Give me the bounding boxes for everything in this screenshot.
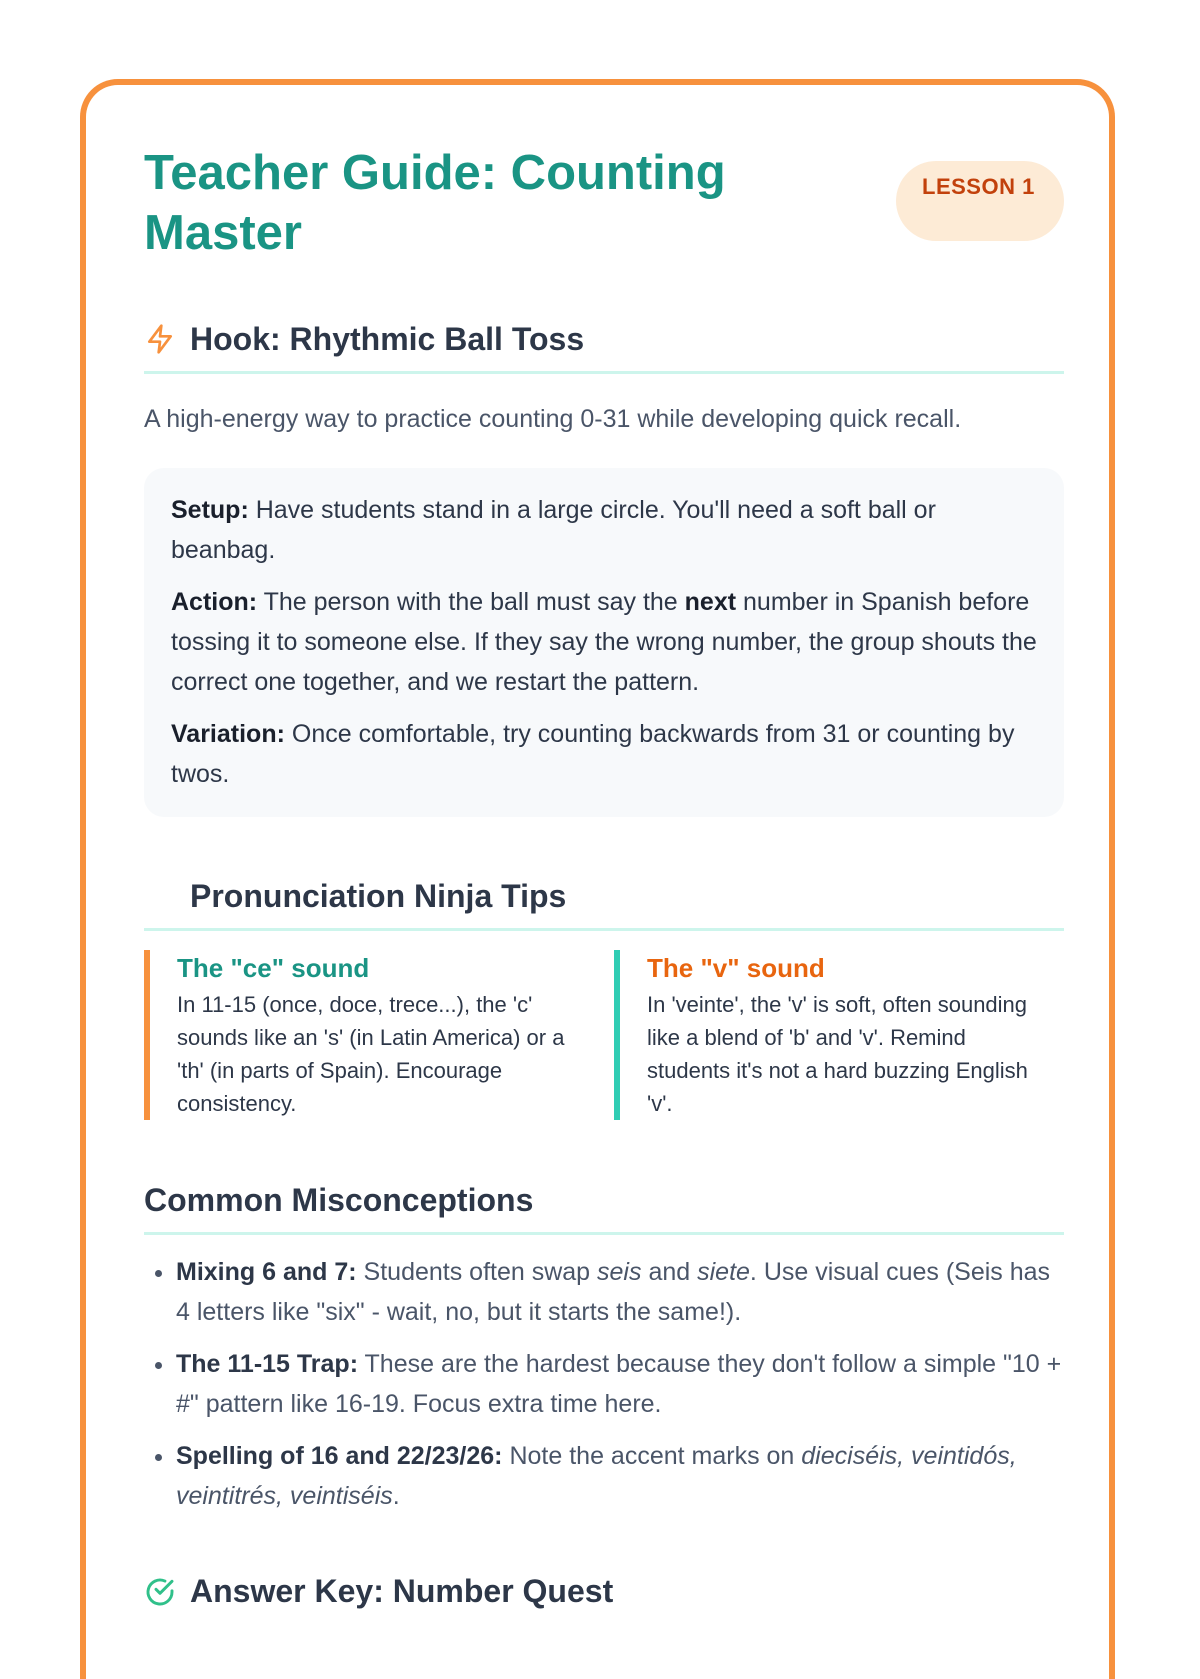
action-paragraph: [171, 582, 1037, 702]
tips-heading: [144, 872, 1064, 931]
action-emphasis: next: [684, 588, 737, 616]
activity-box: [144, 468, 1064, 817]
lesson-badge: LESSON 1: [896, 161, 1064, 241]
setup-text: Have students stand in a large circle. You'll need a soft ball or beanbag.: [171, 496, 936, 564]
tip-text: In 11-15 (once, doce, trece...), the 'c' sounds like an 's' (in Latin America) or a 'th' (in parts of Spain). Encourage consistency.: [177, 992, 565, 1116]
tips-grid: [144, 950, 1064, 1120]
lightning-icon: [144, 321, 190, 357]
misconceptions-title: Common Misconceptions: [144, 1181, 534, 1218]
item-label: Mixing 6 and 7:: [176, 1258, 357, 1286]
misconceptions-list: [144, 1252, 1064, 1516]
item-text: These are the hardest because they don't follow a simple "10 + #" pattern like 16-19. Focus extra time here.: [176, 1350, 1062, 1418]
setup-label: Setup:: [171, 496, 249, 524]
action-text: The person with the ball must say the: [257, 588, 685, 616]
hook-intro: A high-energy way to practice counting 0-31 while developing quick recall.: [144, 405, 962, 433]
title-row: [144, 143, 1064, 263]
item-text: . Use visual cues (Seis has 4 letters like "six" - wait, no, but it starts the same!).: [176, 1258, 1051, 1326]
setup-paragraph: [171, 490, 1037, 570]
tip-heading: The "ce" sound: [177, 953, 370, 983]
tip-v-sound: [614, 950, 1054, 1120]
answer-key-heading: [144, 1566, 1064, 1625]
tips-title: Pronunciation Ninja Tips: [190, 877, 567, 914]
hook-title: Hook: Rhythmic Ball Toss: [190, 320, 585, 357]
list-item: [176, 1436, 1064, 1516]
variation-text: Once comfortable, try counting backwards from 31 or counting by twos.: [171, 720, 1015, 788]
item-text: Students often swap: [356, 1258, 598, 1286]
item-label: The 11-15 Trap:: [176, 1350, 359, 1378]
variation-label: Variation:: [171, 720, 285, 748]
hook-heading: [144, 315, 1064, 374]
tip-ce-sound: [144, 950, 581, 1120]
card-content: [144, 143, 1064, 1625]
item-italic: dieciséis, veintidós, veintitrés, veintiséis: [176, 1442, 1017, 1510]
item-italic: siete: [697, 1258, 750, 1286]
check-circle-icon: [144, 1574, 190, 1610]
item-text: and: [641, 1258, 698, 1286]
tip-text: In 'veinte', the 'v' is soft, often sounding like a blend of 'b' and 'v'. Remind students it's not a hard buzzing English 'v'.: [647, 992, 1028, 1116]
action-label: Action:: [171, 588, 258, 616]
lesson-card: [80, 79, 1115, 1679]
action-text-continued: number in Spanish before tossing it to someone else. If they say the wrong number, the group shouts the correct one together, and we restart the pattern.: [171, 588, 1037, 696]
list-item: [176, 1252, 1064, 1332]
misconceptions-heading: [144, 1176, 1064, 1235]
tips-icon-placeholder: [144, 878, 190, 914]
item-italic: seis: [597, 1258, 642, 1286]
item-text: .: [392, 1482, 400, 1510]
item-label: Spelling of 16 and 22/23/26:: [176, 1442, 503, 1470]
item-text: Note the accent marks on: [502, 1442, 802, 1470]
page-title: Teacher Guide: Counting Master: [144, 146, 726, 260]
list-item: [176, 1344, 1064, 1424]
tip-heading: The "v" sound: [647, 953, 825, 983]
answer-key-title: Answer Key: Number Quest: [190, 1573, 614, 1609]
variation-paragraph: [171, 714, 1037, 794]
